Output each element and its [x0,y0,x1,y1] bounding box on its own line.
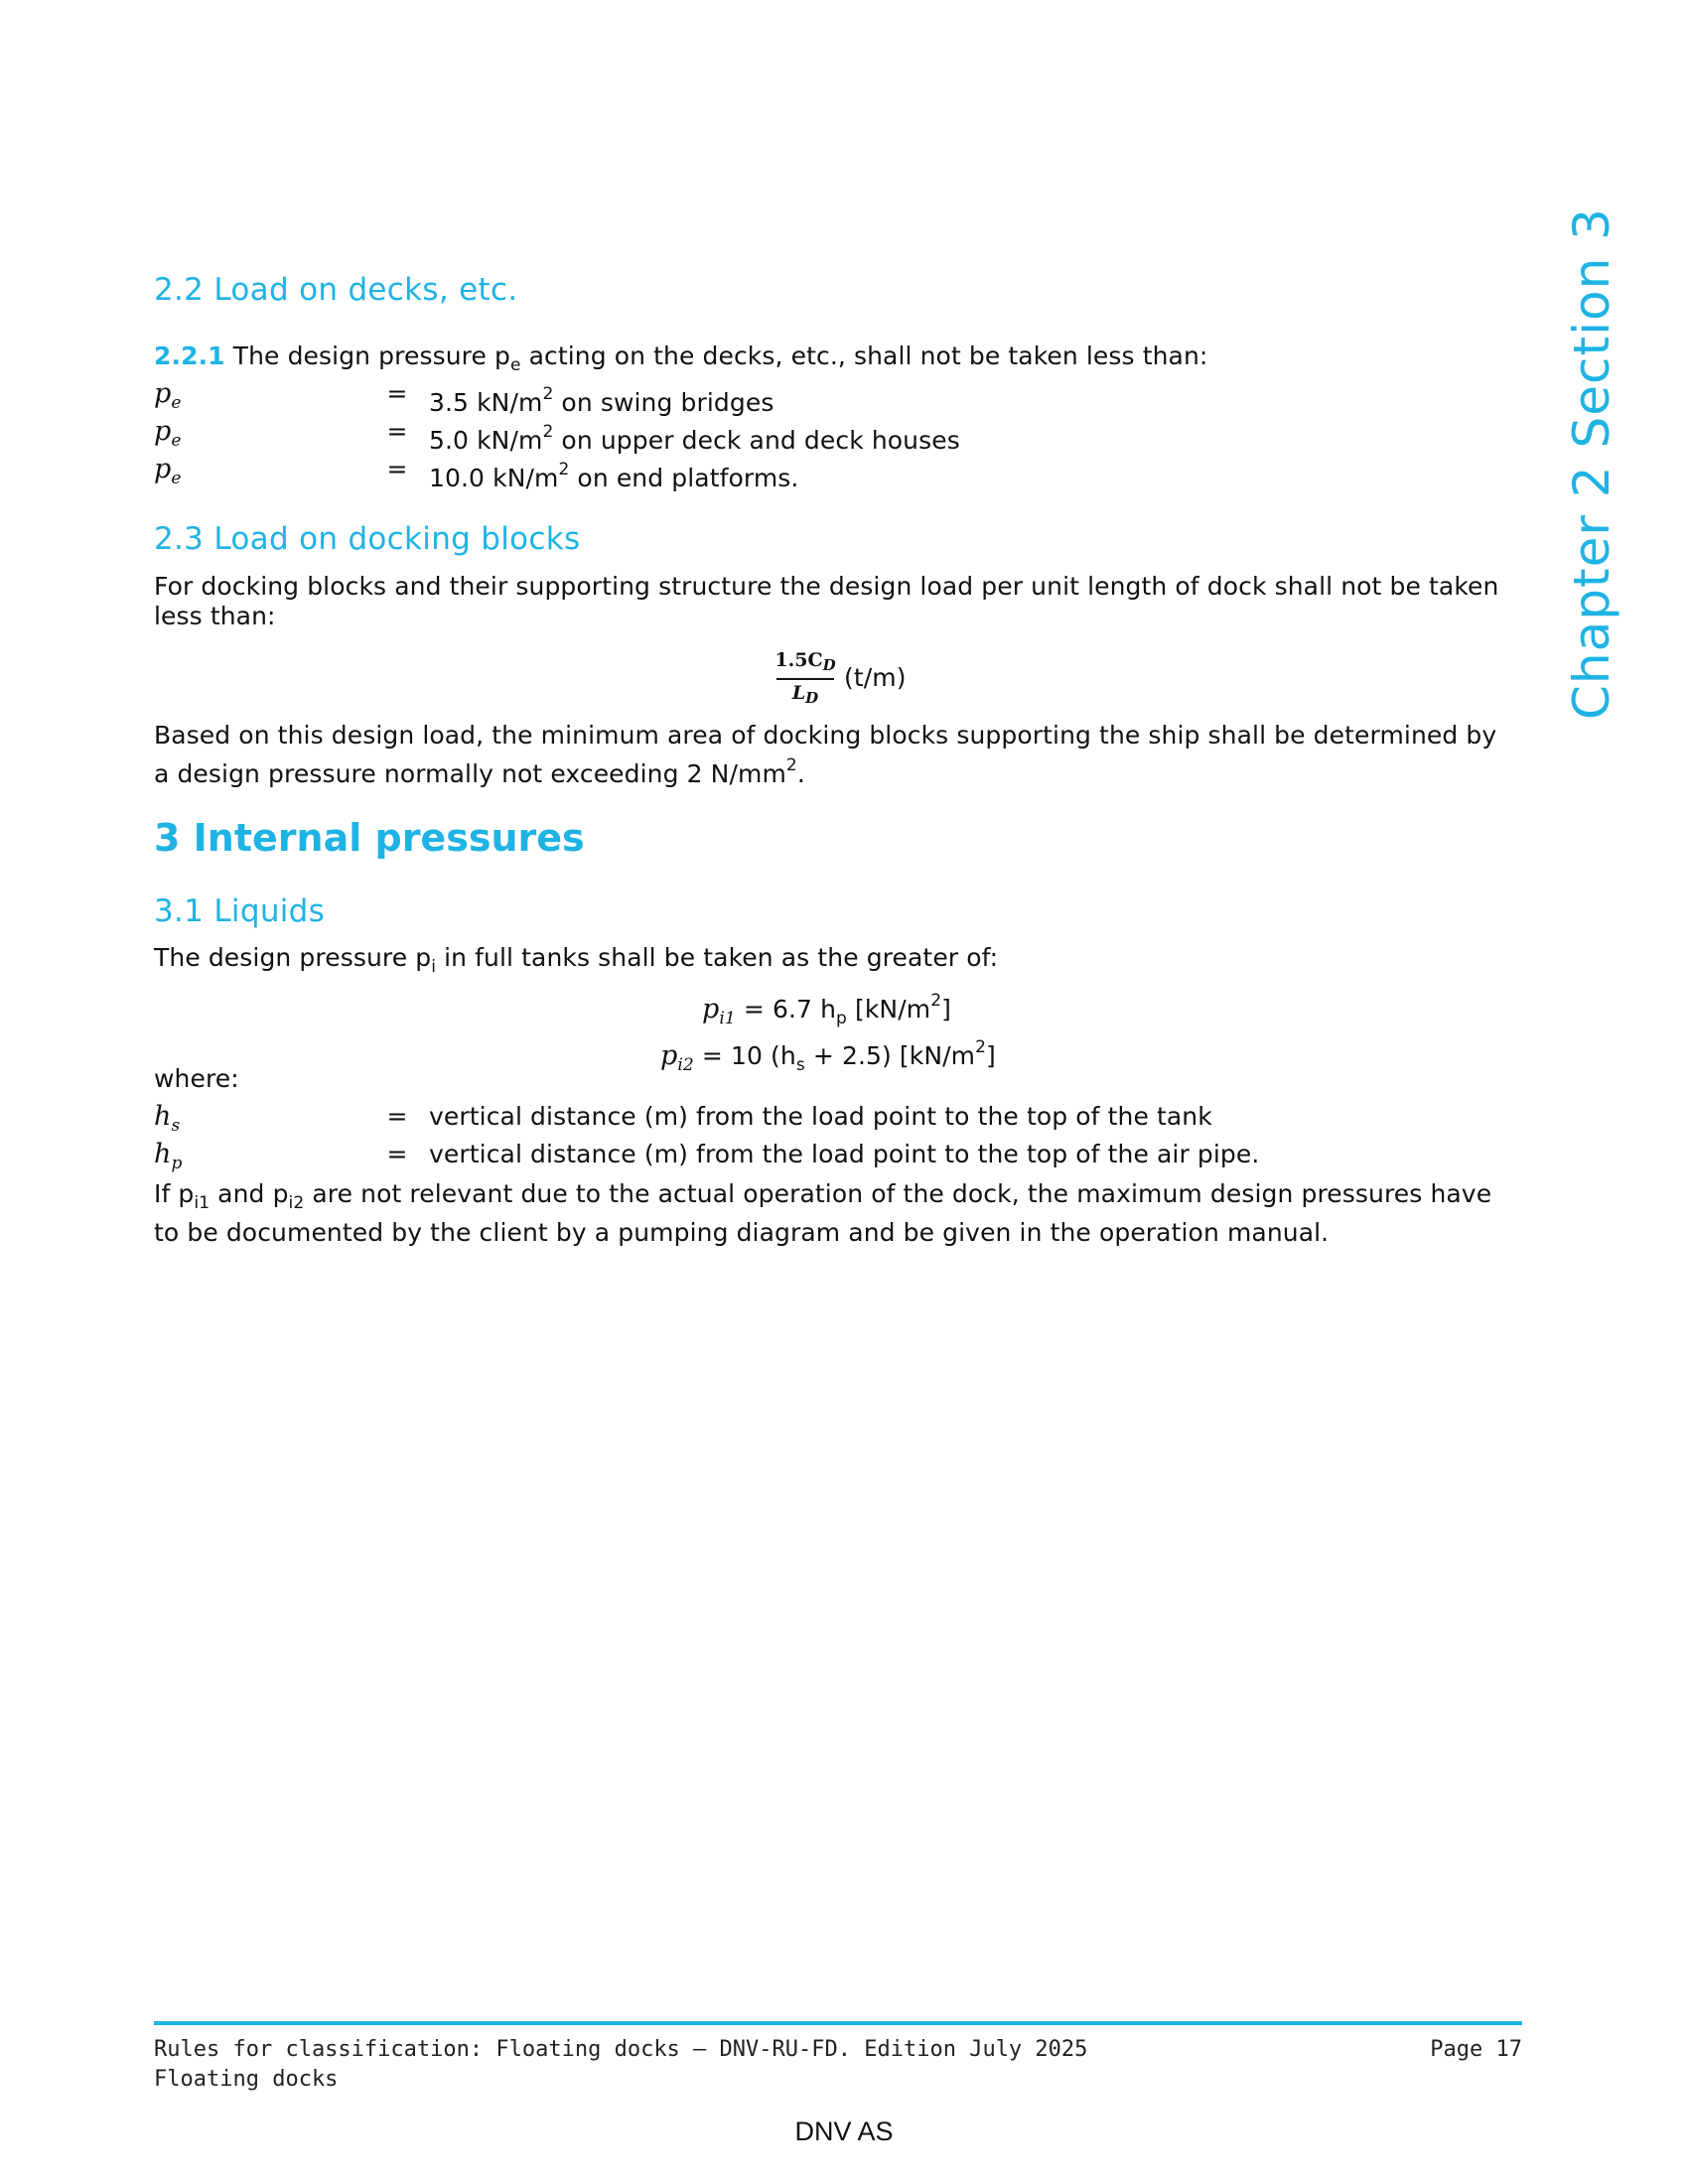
eq-symbol-sub: i1 [719,1009,736,1028]
equals-sign: = [386,379,408,408]
footer-publication: Rules for classification: Floating docks — DNV-RU-FD. Edition July 2025 [154,2037,1088,2062]
symbol: p [154,454,172,484]
def-text: vertical distance (m) from the load point to the top of the tank [429,1102,1212,1131]
para-text-post: acting on the decks, etc., shall not be taken less than: [520,341,1208,370]
description: on swing bridges [553,388,774,417]
paragraph-sup: 2 [785,755,797,775]
value: 3.5 kN/m [429,388,543,417]
def-symbol-sub: s [171,1116,181,1136]
fraction-denominator-sub: D [805,689,819,707]
footer-document-name: Floating docks [154,2067,339,2092]
para-text-pre: The design pressure p [232,341,510,370]
equals-sign: = [386,1140,408,1168]
def-symbol: h [154,1139,172,1169]
eq-symbol: p [702,994,720,1024]
design-load-fraction [773,647,838,711]
eq-close: ] [941,995,951,1024]
paragraph-2-2-1 [154,341,1207,380]
side-label-text: Chapter 2 Section 3 [1563,207,1620,720]
eq-close: ] [986,1041,996,1070]
text-a: If p [154,1179,195,1208]
description: on end platforms. [569,464,799,492]
symbol-sub: e [171,393,182,413]
fraction-denominator: L [791,682,806,704]
sub-2: i2 [288,1193,305,1213]
eq-h-sub: p [836,1009,847,1028]
paragraph-liquids-intro [154,943,998,982]
para-number: 2.2.1 [154,341,225,370]
intro-post: in full tanks shall be taken as the greater of: [436,943,999,972]
heading-2-2: 2.2 Load on decks, etc. [154,272,518,308]
eq-sup: 2 [975,1037,987,1057]
eq-rest: + 2.5) [kN/m [804,1041,976,1070]
paragraph-pumping-diagram [154,1179,1519,1248]
heading-2-3: 2.3 Load on docking blocks [154,521,581,557]
value-sup: 2 [542,384,554,404]
fraction-numerator-sub: D [822,656,836,674]
footer-divider [154,2021,1522,2025]
eq-symbol: p [660,1040,678,1071]
value-sup: 2 [558,460,570,479]
intro-pre: The design pressure p [154,943,432,972]
eq-mid: = 6.7 h [735,995,837,1024]
def-symbol: h [154,1101,172,1132]
def-text: vertical distance (m) from the load point to the top of the air pipe. [429,1140,1260,1168]
heading-3: 3 Internal pressures [154,816,585,860]
text-c: are not relevant due to the actual operation of the dock, the maximum design pressures have to be documented by the client by a pumping diagram and be given in the operation manual. [154,1179,1492,1247]
eq-unit: [kN/m [846,995,931,1024]
sub-1: i1 [194,1193,211,1213]
description: on upper deck and deck houses [553,426,960,455]
symbol: p [154,416,172,447]
paragraph-docking-blocks: For docking blocks and their supporting structure the design load per unit length of dock shall not be taken less than: [154,572,1499,630]
equals-sign: = [386,455,408,483]
value: 10.0 kN/m [429,464,559,492]
where-label: where: [154,1064,239,1093]
fraction-unit: (t/m) [844,663,907,692]
value-sup: 2 [542,422,554,442]
eq-symbol-sub: i2 [677,1055,694,1075]
paragraph-end: . [796,759,805,788]
heading-3-1: 3.1 Liquids [154,893,326,929]
eq-mid: = 10 (h [693,1041,796,1070]
def-symbol-sub: p [171,1154,183,1173]
equals-sign: = [386,1102,408,1131]
equation-pi1 [702,986,951,1033]
equation-pi2 [660,1032,996,1080]
intro-sub: i [431,957,437,977]
fraction-numerator: 1.5C [774,649,823,671]
equals-sign: = [386,417,408,446]
text-b: and p [210,1179,289,1208]
paragraph-text: Based on this design load, the minimum area of docking blocks supporting the ship shall be determined by a design pressure normally not exceeding 2 N/mm [154,721,1497,788]
para-text-sub: e [509,355,521,375]
paragraph-design-pressure [154,721,1514,789]
footer-company: DNV AS [794,2116,894,2146]
symbol-sub: e [171,431,182,451]
symbol: p [154,378,172,409]
value: 5.0 kN/m [429,426,543,455]
eq-sup: 2 [930,991,942,1011]
symbol-sub: e [171,469,182,488]
footer-page-number: Page 17 [1430,2037,1522,2062]
eq-h-sub: s [795,1055,805,1075]
